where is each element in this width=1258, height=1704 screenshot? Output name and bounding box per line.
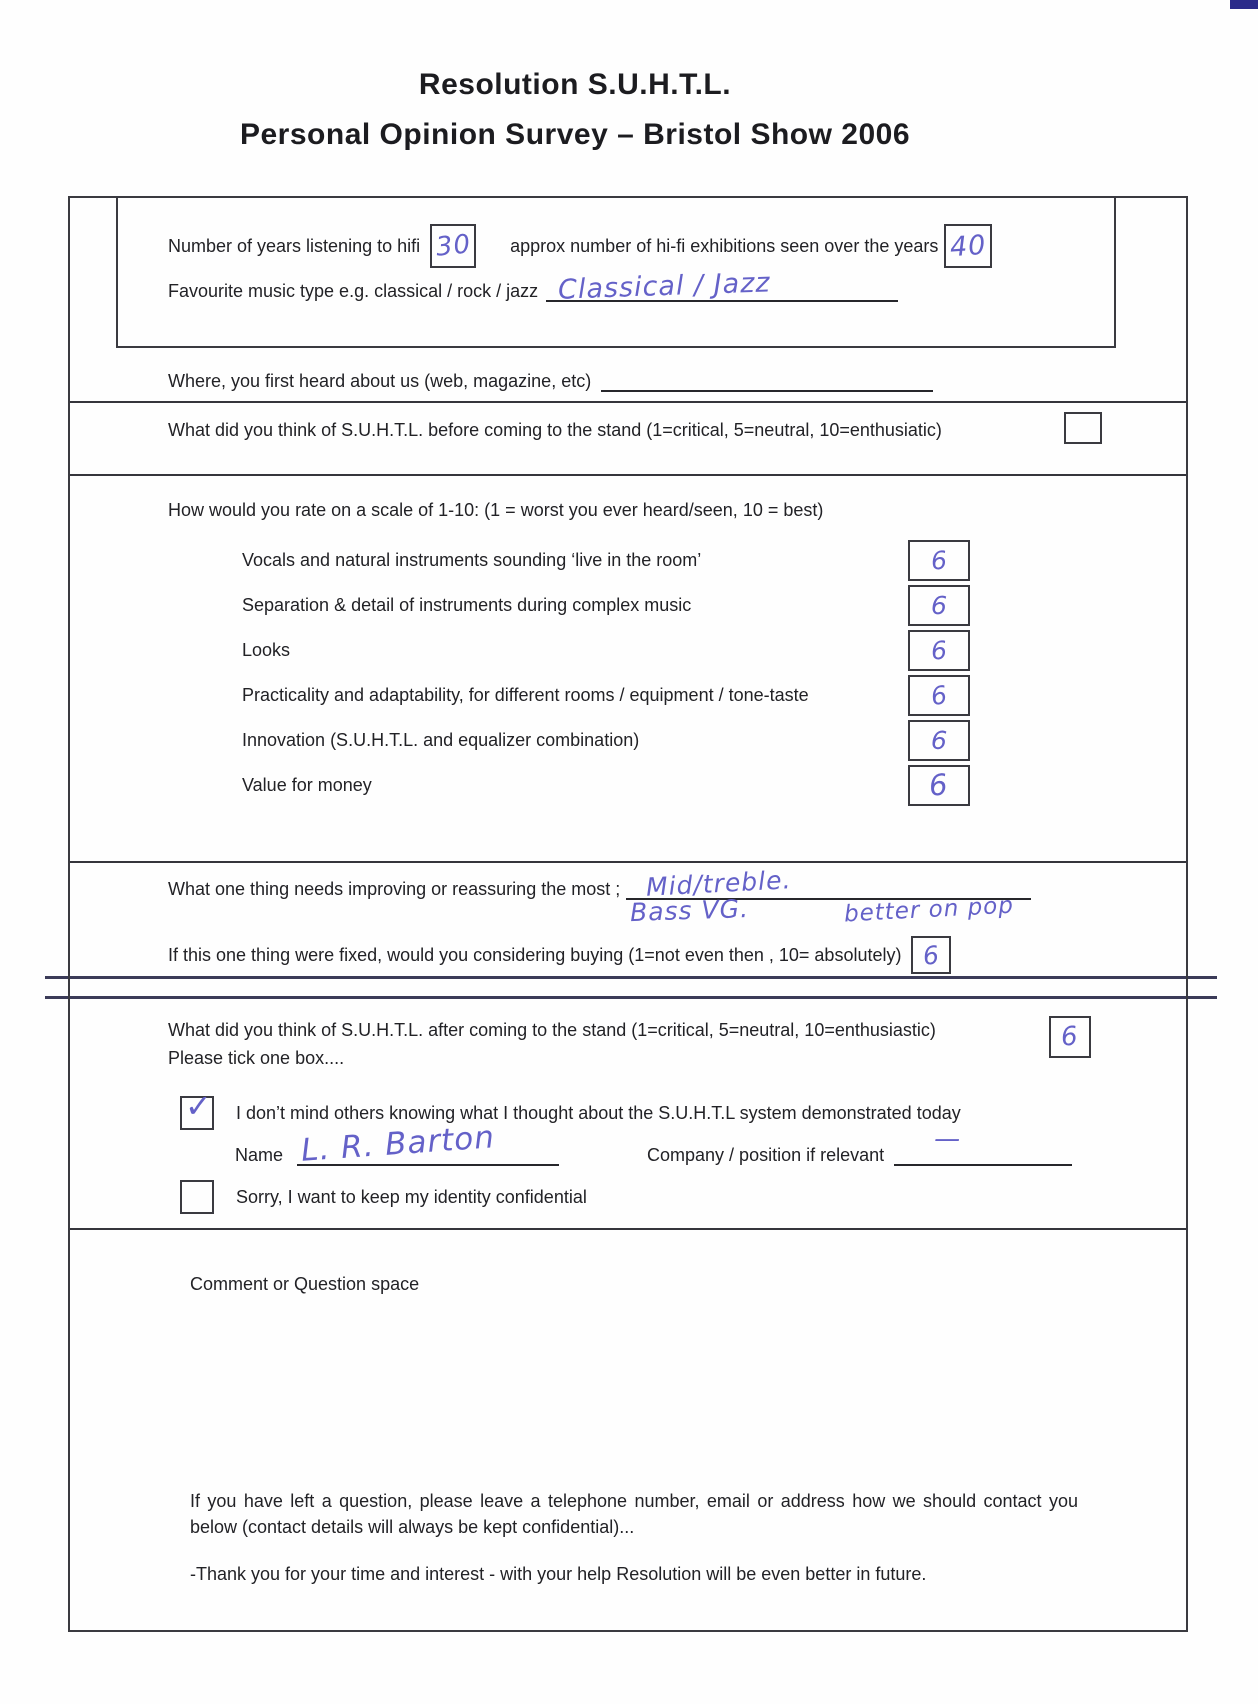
ratings-list [70, 538, 1186, 808]
rating-score-box[interactable] [908, 765, 970, 806]
ratings-heading: How would you rate on a scale of 1-10: (1 = worst you ever heard/seen, 10 = best) [168, 500, 824, 520]
name-label: Name [235, 1145, 284, 1165]
rating-row [70, 628, 1186, 673]
rating-label: Value for money [242, 775, 372, 795]
improving-answer-line1: Mid/treble. [645, 865, 793, 902]
title-line-1: Resolution S.U.H.T.L. [418, 68, 732, 101]
page-title [0, 60, 1150, 160]
after-score-value: 6 [1059, 1021, 1081, 1053]
thanks-note: -Thank you for your time and interest - with your help Resolution will be even better in future. [190, 1564, 927, 1584]
rating-score-value: 6 [929, 635, 949, 666]
years-listening-value: 30 [434, 229, 473, 263]
rating-row [70, 583, 1186, 628]
divider [70, 401, 1186, 403]
scan-corner-artifact [1230, 0, 1258, 9]
rating-row [70, 763, 1186, 808]
contact-note: If you have left a question, please leave a telephone number, email or address how we should contact you below (contact details will always be kept confidential)... [190, 1491, 1078, 1537]
rating-score-value: 6 [928, 679, 950, 712]
divider [70, 474, 1186, 476]
rating-score-box[interactable] [908, 585, 970, 626]
rating-label: Separation & detail of instruments during complex music [242, 595, 692, 615]
rating-score-value: 6 [929, 545, 949, 576]
improving-answer-line2a: Bass VG. [629, 893, 750, 928]
rating-score-value: 6 [927, 767, 951, 803]
favourite-music-answer: Classical / Jazz [557, 267, 772, 306]
name-signature: L. R. Barton [299, 1119, 497, 1169]
share-opinion-checkbox[interactable] [180, 1087, 214, 1130]
company-line[interactable] [894, 1124, 1072, 1166]
company-label: Company / position if relevant [647, 1145, 885, 1165]
divider [70, 861, 1186, 863]
years-listening-box[interactable] [430, 224, 476, 268]
rating-score-box[interactable] [908, 675, 970, 716]
tick-instruction: Please tick one box.... [168, 1048, 345, 1068]
comment-space-label: Comment or Question space [190, 1274, 420, 1294]
buying-score-value: 6 [921, 939, 942, 971]
rating-row [70, 718, 1186, 763]
confidential-label: Sorry, I want to keep my identity confidential [236, 1186, 587, 1207]
favourite-music-line[interactable] [546, 267, 898, 306]
exhibitions-seen-box[interactable] [944, 224, 992, 268]
before-question-label: What did you think of S.U.H.T.L. before coming to the stand (1=critical, 5=neutral, 10=enthusiatic) [168, 420, 942, 440]
rating-score-value: 6 [929, 725, 949, 756]
checkmark-icon: ✓ [185, 1087, 213, 1125]
rating-label: Innovation (S.U.H.T.L. and equalizer combination) [242, 730, 640, 750]
after-score-box[interactable] [1049, 1016, 1091, 1058]
rating-label: Practicality and adaptability, for different rooms / equipment / tone-taste [242, 685, 809, 705]
rating-score-box[interactable] [908, 540, 970, 581]
rating-label: Looks [242, 640, 291, 660]
rating-score-box[interactable] [908, 630, 970, 671]
after-question-label: What did you think of S.U.H.T.L. after coming to the stand (1=critical, 5=neutral, 10=enthusiastic) [168, 1020, 936, 1040]
title-line-2: Personal Opinion Survey – Bristol Show 2006 [239, 118, 911, 151]
favourite-music-label: Favourite music type e.g. classical / rock / jazz [168, 281, 539, 301]
exhibitions-seen-label: approx number of hi-fi exhibitions seen over the years [510, 235, 939, 256]
before-score-box[interactable] [1064, 412, 1102, 444]
name-line[interactable] [297, 1119, 559, 1169]
improving-label: What one thing needs improving or reassuring the most ; [168, 879, 621, 899]
buying-question-label: If this one thing were fixed, would you considering buying (1=not even then , 10= absolutely) [168, 944, 902, 965]
rating-score-value: 6 [930, 590, 948, 621]
rating-label: Vocals and natural instruments sounding ‘live in the room’ [242, 550, 702, 570]
survey-form-box [68, 196, 1188, 1632]
heard-about-line[interactable] [601, 366, 933, 392]
share-opinion-label: I don’t mind others knowing what I thought about the S.U.H.T.L system demonstrated today [236, 1102, 961, 1123]
heard-about-label: Where, you first heard about us (web, magazine, etc) [168, 371, 592, 391]
exhibitions-seen-value: 40 [949, 229, 988, 263]
intro-section-box [116, 196, 1116, 348]
improving-answer-line2b: better on pop [843, 892, 1015, 928]
rating-score-box[interactable] [908, 720, 970, 761]
company-answer: — [934, 1124, 962, 1154]
rating-row [70, 673, 1186, 718]
buying-score-box[interactable] [911, 936, 951, 974]
rating-row [70, 538, 1186, 583]
divider [70, 1228, 1186, 1230]
years-listening-label: Number of years listening to hifi [168, 235, 421, 256]
confidential-checkbox[interactable] [180, 1180, 214, 1214]
